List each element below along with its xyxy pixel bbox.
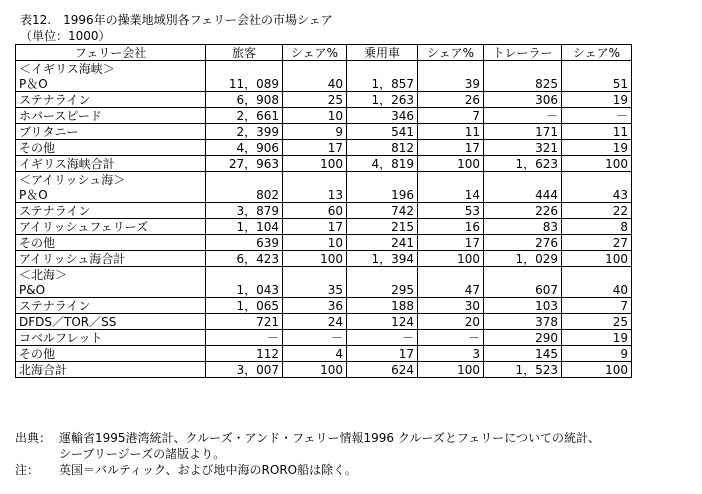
table-row: [16, 282, 632, 298]
cell-cars: 241: [347, 235, 418, 251]
cell-passenger-share: 17: [283, 140, 347, 156]
col-header-trailers: トレーラー: [484, 45, 562, 61]
empty-cell: [283, 172, 347, 188]
cell-trailers: 321: [484, 140, 562, 156]
cell-car-share: 47: [418, 282, 484, 298]
cell-passengers: 639: [206, 235, 283, 251]
cell-car-share: 100: [418, 156, 484, 172]
cell-trailers: 825: [484, 76, 562, 92]
cell-trailers: 306: [484, 92, 562, 108]
cell-car-share: 16: [418, 219, 484, 235]
section-heading-row: [16, 61, 632, 77]
cell-passenger-share: －: [283, 330, 347, 346]
section-heading: ＜北海＞: [16, 267, 206, 283]
cell-passengers: 11，089: [206, 76, 283, 92]
empty-cell: [347, 172, 418, 188]
table-row: [16, 203, 632, 219]
cell-cars: 1，394: [347, 251, 418, 267]
cell-company: P＆O: [16, 76, 206, 92]
table-row: [16, 140, 632, 156]
cell-company: P&O: [16, 282, 206, 298]
cell-trailers: 378: [484, 314, 562, 330]
cell-company: 北海合計: [16, 362, 206, 378]
table-row: [16, 92, 632, 108]
cell-passengers: 1，104: [206, 219, 283, 235]
empty-cell: [418, 61, 484, 77]
cell-passenger-share: 9: [283, 124, 347, 140]
cell-passengers: 27，963: [206, 156, 283, 172]
source-line-1: 運輸省1995港湾統計、クルーズ・アンド・フェリー情報1996 クルーズとフェリーについての統計、: [59, 431, 601, 445]
section-heading: ＜アイリッシュ海＞: [16, 172, 206, 188]
empty-cell: [283, 61, 347, 77]
cell-trailer-share: 9: [562, 346, 632, 362]
cell-cars: 4，819: [347, 156, 418, 172]
cell-passenger-share: 10: [283, 235, 347, 251]
unit-label: （単位：1000）: [20, 29, 111, 43]
col-header-company: フェリー会社: [16, 45, 206, 61]
cell-passenger-share: 10: [283, 108, 347, 124]
empty-cell: [418, 172, 484, 188]
cell-passenger-share: 25: [283, 92, 347, 108]
cell-trailer-share: 7: [562, 298, 632, 314]
table-row: [16, 156, 632, 172]
col-header-passenger-share: シェア%: [283, 45, 347, 61]
cell-trailers: 607: [484, 282, 562, 298]
table-row: [16, 187, 632, 203]
source-line-2: シーブリージーズの諸版より。: [59, 447, 226, 461]
cell-passengers: 802: [206, 187, 283, 203]
cell-car-share: 100: [418, 362, 484, 378]
empty-cell: [484, 267, 562, 283]
col-header-car-share: シェア%: [418, 45, 484, 61]
table-row: [16, 362, 632, 378]
cell-car-share: 100: [418, 251, 484, 267]
cell-trailer-share: 11: [562, 124, 632, 140]
cell-trailers: 83: [484, 219, 562, 235]
cell-cars: 196: [347, 187, 418, 203]
empty-cell: [206, 61, 283, 77]
cell-passengers: 112: [206, 346, 283, 362]
cell-trailer-share: 100: [562, 156, 632, 172]
cell-cars: 742: [347, 203, 418, 219]
cell-passenger-share: 13: [283, 187, 347, 203]
section-heading-row: [16, 267, 632, 283]
cell-passengers: 721: [206, 314, 283, 330]
cell-cars: －: [347, 330, 418, 346]
section-heading-row: [16, 172, 632, 188]
empty-cell: [484, 61, 562, 77]
cell-car-share: 17: [418, 140, 484, 156]
cell-passenger-share: 36: [283, 298, 347, 314]
cell-trailers: 444: [484, 187, 562, 203]
cell-passenger-share: 17: [283, 219, 347, 235]
cell-trailer-share: 25: [562, 314, 632, 330]
footnote: [15, 462, 600, 478]
table-row: [16, 314, 632, 330]
cell-cars: 1，857: [347, 76, 418, 92]
table-row: [16, 219, 632, 235]
cell-trailers: 276: [484, 235, 562, 251]
empty-cell: [562, 172, 632, 188]
col-header-trailer-share: シェア%: [562, 45, 632, 61]
cell-trailers: 171: [484, 124, 562, 140]
cell-car-share: 53: [418, 203, 484, 219]
empty-cell: [347, 267, 418, 283]
cell-company: アイリッシュ海合計: [16, 251, 206, 267]
cell-car-share: 14: [418, 187, 484, 203]
cell-car-share: 39: [418, 76, 484, 92]
empty-cell: [484, 172, 562, 188]
cell-trailer-share: 40: [562, 282, 632, 298]
cell-trailer-share: 27: [562, 235, 632, 251]
cell-trailers: 290: [484, 330, 562, 346]
cell-passengers: 1，065: [206, 298, 283, 314]
cell-trailer-share: 100: [562, 251, 632, 267]
cell-company: アイリッシュフェリーズ: [16, 219, 206, 235]
cell-cars: 295: [347, 282, 418, 298]
cell-company: その他: [16, 235, 206, 251]
cell-passenger-share: 60: [283, 203, 347, 219]
cell-trailers: 1，029: [484, 251, 562, 267]
cell-passengers: 6，423: [206, 251, 283, 267]
source-note: [15, 430, 600, 446]
cell-passengers: 6，908: [206, 92, 283, 108]
col-header-cars: 乗用車: [347, 45, 418, 61]
empty-cell: [418, 267, 484, 283]
cell-cars: 17: [347, 346, 418, 362]
cell-company: DFDS／TOR／SS: [16, 314, 206, 330]
cell-trailer-share: －: [562, 108, 632, 124]
cell-passenger-share: 35: [283, 282, 347, 298]
cell-trailer-share: 19: [562, 330, 632, 346]
cell-passenger-share: 100: [283, 362, 347, 378]
cell-passenger-share: 24: [283, 314, 347, 330]
notes: [15, 430, 600, 478]
cell-car-share: 11: [418, 124, 484, 140]
table-row: [16, 76, 632, 92]
cell-passengers: －: [206, 330, 283, 346]
col-header-passengers: 旅客: [206, 45, 283, 61]
cell-passenger-share: 40: [283, 76, 347, 92]
empty-cell: [562, 61, 632, 77]
cell-passengers: 3，879: [206, 203, 283, 219]
cell-trailer-share: 100: [562, 362, 632, 378]
table-row: [16, 251, 632, 267]
cell-cars: 188: [347, 298, 418, 314]
cell-cars: 124: [347, 314, 418, 330]
table-row: [16, 346, 632, 362]
cell-passengers: 2，399: [206, 124, 283, 140]
table-row: [16, 298, 632, 314]
empty-cell: [562, 267, 632, 283]
empty-cell: [283, 267, 347, 283]
table-row: [16, 330, 632, 346]
cell-trailers: 226: [484, 203, 562, 219]
cell-company: イギリス海峡合計: [16, 156, 206, 172]
cell-cars: 624: [347, 362, 418, 378]
header-row: [16, 45, 632, 61]
cell-cars: 215: [347, 219, 418, 235]
cell-company: コベルフレット: [16, 330, 206, 346]
cell-company: ブリタニー: [16, 124, 206, 140]
cell-car-share: 17: [418, 235, 484, 251]
table-row: [16, 235, 632, 251]
cell-car-share: －: [418, 330, 484, 346]
cell-cars: 541: [347, 124, 418, 140]
cell-company: ステナライン: [16, 92, 206, 108]
cell-passenger-share: 4: [283, 346, 347, 362]
section-heading: ＜イギリス海峡＞: [16, 61, 206, 77]
empty-cell: [347, 61, 418, 77]
cell-passengers: 2，661: [206, 108, 283, 124]
cell-cars: 346: [347, 108, 418, 124]
note-text: 英国＝バルティック、および地中海のRORO船は除く。: [59, 463, 357, 477]
source-label: 出典：: [15, 431, 52, 445]
cell-trailer-share: 8: [562, 219, 632, 235]
cell-company: ステナライン: [16, 203, 206, 219]
cell-company: その他: [16, 140, 206, 156]
table-body: [16, 61, 632, 378]
cell-car-share: 30: [418, 298, 484, 314]
table-row: [16, 108, 632, 124]
cell-passenger-share: 100: [283, 251, 347, 267]
cell-trailer-share: 43: [562, 187, 632, 203]
empty-cell: [206, 267, 283, 283]
cell-car-share: 7: [418, 108, 484, 124]
cell-cars: 1，263: [347, 92, 418, 108]
cell-passengers: 4，906: [206, 140, 283, 156]
cell-trailers: 145: [484, 346, 562, 362]
cell-trailer-share: 22: [562, 203, 632, 219]
cell-company: その他: [16, 346, 206, 362]
cell-trailers: 1，523: [484, 362, 562, 378]
cell-trailers: 1，623: [484, 156, 562, 172]
cell-passengers: 1，043: [206, 282, 283, 298]
market-share-table: [15, 44, 632, 378]
cell-trailer-share: 19: [562, 92, 632, 108]
note-label: 注：: [15, 463, 40, 477]
table-title: 表12. 1996年の操業地域別各フェリー会社の市場シェア: [20, 13, 333, 27]
cell-cars: 812: [347, 140, 418, 156]
source-note-continued: [15, 446, 600, 462]
cell-trailers: －: [484, 108, 562, 124]
table-row: [16, 124, 632, 140]
cell-car-share: 26: [418, 92, 484, 108]
cell-company: ステナライン: [16, 298, 206, 314]
cell-trailer-share: 51: [562, 76, 632, 92]
cell-company: ホバースピード: [16, 108, 206, 124]
cell-passengers: 3，007: [206, 362, 283, 378]
cell-car-share: 3: [418, 346, 484, 362]
cell-passenger-share: 100: [283, 156, 347, 172]
empty-cell: [206, 172, 283, 188]
cell-trailer-share: 19: [562, 140, 632, 156]
cell-car-share: 20: [418, 314, 484, 330]
cell-trailers: 103: [484, 298, 562, 314]
cell-company: P＆O: [16, 187, 206, 203]
